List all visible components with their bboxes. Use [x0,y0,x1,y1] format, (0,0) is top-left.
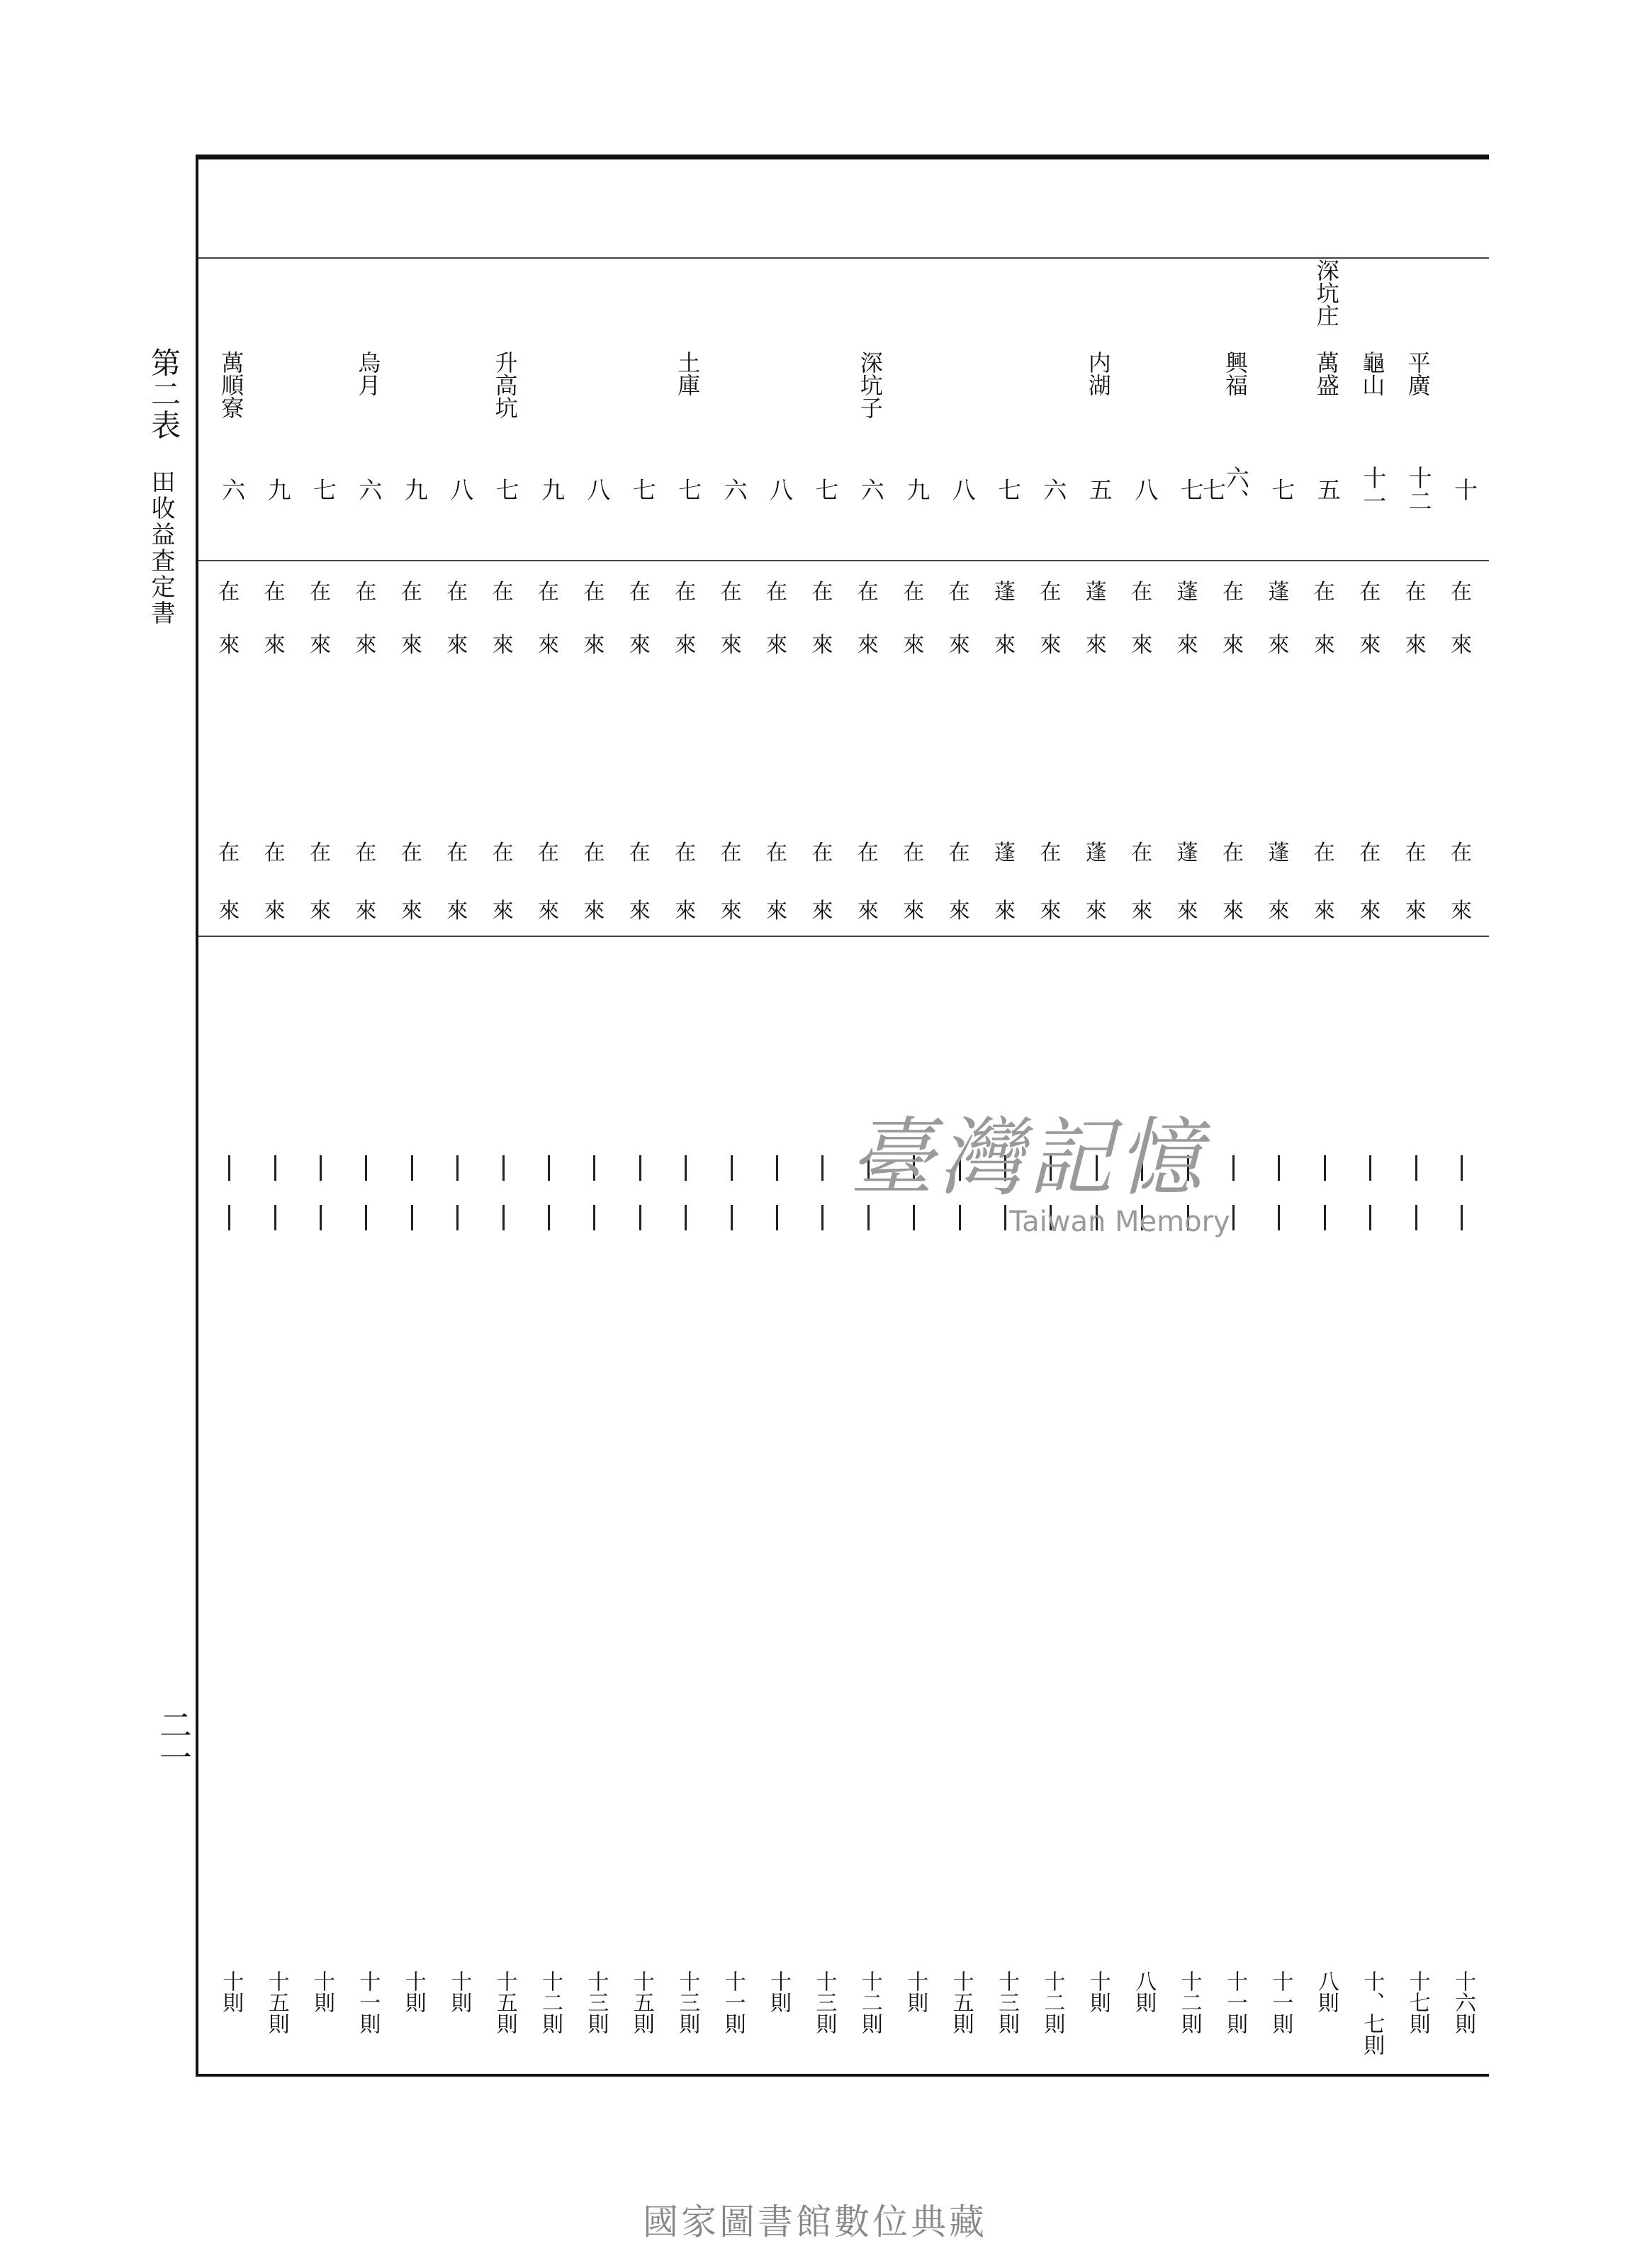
status-mark: 在 [1313,841,1335,865]
rule-note: 十二則 [538,1970,563,2034]
status-mark: 來 [1222,899,1244,924]
grade-number: 九 [538,477,566,501]
status-mark: 在 [1131,841,1153,865]
grade-number: 六 [720,477,748,501]
rule-note: 十則 [766,1970,791,2013]
rule-note: 十七則 [1405,1970,1430,2034]
empty-cell-dash [456,1155,459,1181]
status-mark: 在 [1405,580,1427,605]
locality-name: 龜山 [1359,351,1386,396]
rule-note: 十二則 [1040,1970,1065,2034]
status-mark: 在 [1405,841,1427,865]
status-mark: 在 [903,841,925,865]
status-mark: 在 [538,841,559,865]
empty-cell-dash [776,1155,778,1181]
status-mark: 蓬 [994,841,1016,865]
status-mark: 來 [1359,899,1381,924]
empty-cell-dash [320,1155,322,1181]
empty-cell-dash [411,1205,413,1230]
status-mark: 在 [720,841,742,865]
grade-number: 九 [903,477,931,501]
status-mark: 在 [446,841,468,865]
status-mark: 在 [857,841,879,865]
empty-cell-dash [639,1205,641,1230]
grade-number: 六 [857,477,885,501]
table-caption: 第二表 [147,347,181,441]
rule-note: 十三則 [811,1970,837,2034]
empty-cell-dash [365,1155,367,1181]
table-column [668,159,703,2074]
footer-credit: 國家圖書館數位典藏 [643,2201,987,2242]
status-mark: 在 [538,580,559,605]
status-mark: 來 [857,899,879,924]
status-mark: 來 [1176,633,1198,658]
status-mark: 來 [264,633,286,658]
status-mark: 來 [1268,633,1290,658]
status-mark: 來 [355,899,377,924]
empty-cell-dash [1415,1205,1417,1230]
rule-note: 十則 [310,1970,335,2013]
status-mark: 在 [218,841,240,865]
grade-number: 十一 [1359,466,1388,512]
empty-cell-dash [1278,1155,1280,1181]
status-mark: 在 [400,580,422,605]
rule-note: 十三則 [583,1970,609,2034]
status-mark: 在 [1222,580,1244,605]
status-mark: 在 [400,841,422,865]
status-mark: 在 [766,580,787,605]
empty-cell-dash [731,1155,733,1181]
status-mark: 在 [583,580,605,605]
grade-number: 十 [1451,477,1478,501]
rule-note: 十二則 [1176,1970,1202,2034]
status-mark: 來 [811,899,833,924]
empty-cell-dash [502,1155,505,1181]
rule-note: 十則 [903,1970,928,2013]
empty-cell-dash [1369,1205,1371,1230]
status-mark: 蓬 [994,580,1016,605]
empty-cell-dash [1278,1205,1280,1230]
status-mark: 來 [1040,899,1062,924]
status-mark: 蓬 [1268,580,1290,605]
locality-name: 萬順寮 [218,351,245,419]
grade-number: 七 [1176,477,1205,501]
status-mark: 來 [538,899,559,924]
status-mark: 來 [446,633,468,658]
status-mark: 在 [948,580,970,605]
rule-note: 十則 [446,1970,472,2013]
table-column [303,159,338,2074]
table-column [257,159,293,2074]
empty-cell-dash [365,1205,367,1230]
grade-number: 八 [948,477,977,501]
rule-note: 十六則 [1451,1970,1476,2034]
grade-number: 七 [811,477,840,501]
status-mark: 在 [811,841,833,865]
empty-cell-dash [228,1155,230,1181]
rule-note: 十五則 [492,1970,517,2034]
status-mark: 來 [1085,633,1107,658]
locality-name: 興福 [1222,351,1249,396]
table-column [1307,159,1342,2074]
status-mark: 在 [583,841,605,865]
grade-number: 六 [218,477,247,501]
status-mark: 來 [400,899,422,924]
status-mark: 來 [1268,899,1290,924]
rule-note: 十五則 [264,1970,289,2034]
status-mark: 在 [811,580,833,605]
status-mark: 來 [1451,633,1472,658]
document-title: 田收益査定書 [147,469,175,627]
status-mark: 在 [1451,841,1472,865]
left-margin [149,347,198,627]
status-mark: 來 [538,633,559,658]
status-mark: 在 [1451,580,1472,605]
empty-cell-dash [502,1205,505,1230]
grade-number: 十二 [1405,466,1433,512]
locality-name: 土庫 [674,351,702,396]
empty-cell-dash [685,1155,687,1181]
status-mark: 來 [1451,899,1472,924]
grade-number: 七 [675,477,703,501]
grade-number: 七 [310,477,337,501]
empty-cell-dash [639,1155,641,1181]
empty-cell-dash [1461,1155,1463,1181]
empty-cell-dash [320,1205,322,1230]
status-mark: 蓬 [1268,841,1290,865]
status-mark: 在 [355,841,377,865]
status-mark: 來 [994,633,1016,658]
grade-number: 七 [629,477,657,501]
table-column [622,159,658,2074]
grade-number: 五 [1313,477,1342,501]
empty-cell-dash [776,1205,778,1230]
status-mark: 來 [948,899,970,924]
rule-note: 十一則 [1268,1970,1293,2034]
status-mark: 蓬 [1176,841,1198,865]
rule-note: 十三則 [675,1970,700,2034]
grade-number: 七 [994,477,1022,501]
rule-note: 十則 [400,1970,426,2013]
status-mark: 來 [400,633,422,658]
watermark-chinese: 臺灣記憶 [849,1109,1206,1208]
table-column [211,159,247,2074]
rule-note: 十則 [1085,1970,1111,2013]
empty-cell-dash [1369,1155,1371,1181]
grade-number: 七 [1268,477,1296,501]
status-mark: 在 [1040,841,1062,865]
status-mark: 來 [629,899,651,924]
locality-name: 萬盛 [1313,351,1340,396]
table-column [1352,159,1388,2074]
rule-note: 八則 [1313,1970,1339,2013]
status-mark: 在 [446,580,468,605]
status-mark: 在 [310,841,331,865]
status-mark: 來 [264,899,286,924]
status-mark: 來 [675,633,697,658]
locality-name: 内湖 [1084,351,1112,396]
status-mark: 來 [1222,633,1244,658]
status-mark: 在 [948,841,970,865]
empty-cell-dash [1324,1205,1326,1230]
status-mark: 在 [1131,580,1153,605]
table-frame [196,155,1489,2077]
grade-number: 六 [355,477,383,501]
rule-note: 八則 [1131,1970,1157,2013]
status-mark: 在 [1359,841,1381,865]
empty-cell-dash [1461,1205,1463,1230]
status-mark: 來 [492,899,514,924]
locality-name: 升高坑 [491,351,519,419]
empty-cell-dash [731,1205,733,1230]
status-mark: 來 [310,633,331,658]
table-column [714,159,749,2074]
empty-cell-dash [456,1205,459,1230]
status-mark: 蓬 [1085,580,1107,605]
rule-note: 十五則 [948,1970,974,2034]
status-mark: 在 [218,580,240,605]
status-mark: 在 [720,580,742,605]
status-mark: 在 [492,580,514,605]
rule-note: 十三則 [994,1970,1019,2034]
table-column [1398,159,1434,2074]
status-mark: 在 [903,580,925,605]
grade-number: 八 [1131,477,1159,501]
grade-number: 八 [766,477,794,501]
empty-cell-dash [593,1155,595,1181]
status-mark: 來 [766,633,787,658]
status-mark: 來 [218,899,240,924]
table-column [576,159,612,2074]
watermark-english: Taiwan Memory [1009,1206,1230,1238]
rule-note: 十一則 [355,1970,381,2034]
locality-name: 平廣 [1404,351,1432,396]
status-mark: 來 [355,633,377,658]
table-column [439,159,475,2074]
grade-number: 六 [1040,477,1068,501]
status-mark: 來 [1405,899,1427,924]
grade-number: 六、七 [1199,466,1250,512]
empty-cell-dash [593,1205,595,1230]
empty-cell-dash [228,1205,230,1230]
grade-number: 八 [583,477,612,501]
empty-cell-dash [411,1155,413,1181]
table-column [348,159,383,2074]
grade-number: 五 [1085,477,1113,501]
status-mark: 在 [1313,580,1335,605]
status-mark: 在 [675,580,697,605]
empty-cell-dash [548,1205,550,1230]
grade-number: 九 [400,477,429,501]
rule-note: 十則 [218,1970,244,2013]
status-mark: 來 [218,633,240,658]
status-mark: 在 [492,841,514,865]
status-mark: 來 [492,633,514,658]
status-mark: 在 [629,841,651,865]
status-mark: 來 [720,633,742,658]
status-mark: 來 [446,899,468,924]
status-mark: 來 [310,899,331,924]
table-column [485,159,521,2074]
status-mark: 在 [264,580,286,605]
locality-name: 深坑子 [856,351,884,419]
status-mark: 蓬 [1085,841,1107,865]
status-mark: 來 [675,899,697,924]
rule-note: 十一則 [1222,1970,1247,2034]
status-mark: 來 [903,899,925,924]
status-mark: 來 [1405,633,1427,658]
status-mark: 來 [811,633,833,658]
grade-number: 七 [492,477,520,501]
empty-cell-dash [1415,1155,1417,1181]
grade-number: 九 [264,477,292,501]
empty-cell-dash [548,1155,550,1181]
status-mark: 在 [355,580,377,605]
status-mark: 來 [583,633,605,658]
status-mark: 在 [1222,841,1244,865]
locality-name: 烏月 [354,351,382,396]
watermark [787,1109,1269,1238]
grade-number: 八 [446,477,475,501]
village-header: 深坑庄 [1313,259,1340,327]
status-mark: 來 [1359,633,1381,658]
table-column [394,159,429,2074]
rule-note: 十、七則 [1359,1970,1385,2055]
status-mark: 來 [1313,899,1335,924]
status-mark: 來 [903,633,925,658]
table-column [531,159,566,2074]
status-mark: 來 [1131,899,1153,924]
empty-cell-dash [685,1205,687,1230]
page-number: 二一 [154,1708,193,1773]
status-mark: 來 [629,633,651,658]
status-mark: 在 [766,841,787,865]
rule-note: 十五則 [629,1970,654,2034]
status-mark: 在 [264,841,286,865]
table-column [1444,159,1479,2074]
status-mark: 來 [1085,899,1107,924]
status-mark: 在 [857,580,879,605]
status-mark: 在 [1040,580,1062,605]
rule-note: 十二則 [857,1970,882,2034]
status-mark: 來 [857,633,879,658]
status-mark: 在 [629,580,651,605]
status-mark: 來 [1313,633,1335,658]
status-mark: 在 [1359,580,1381,605]
status-mark: 來 [766,899,787,924]
status-mark: 來 [583,899,605,924]
status-mark: 來 [1040,633,1062,658]
status-mark: 在 [675,841,697,865]
status-mark: 來 [1176,899,1198,924]
status-mark: 在 [310,580,331,605]
status-mark: 來 [720,899,742,924]
status-mark: 來 [948,633,970,658]
status-mark: 來 [994,899,1016,924]
status-mark: 來 [1131,633,1153,658]
rule-note: 十一則 [720,1970,746,2034]
empty-cell-dash [1324,1155,1326,1181]
status-mark: 蓬 [1176,580,1198,605]
empty-cell-dash [274,1205,276,1230]
empty-cell-dash [274,1155,276,1181]
